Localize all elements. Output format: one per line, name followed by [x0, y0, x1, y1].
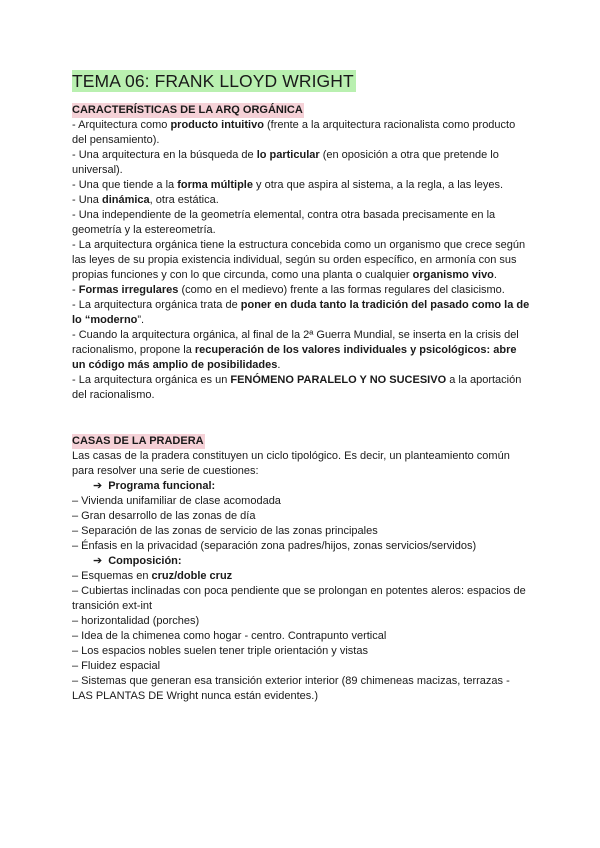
list-item [72, 614, 532, 629]
list-item [72, 569, 532, 584]
list-item: – Énfasis en la privacidad (separación zona padres/hijos, zonas servicios/servidos) [72, 540, 477, 552]
list-item [72, 373, 532, 403]
subheading-label: Composición: [108, 555, 182, 567]
body-text: (en oposición a otra que pretende lo universal). [72, 149, 499, 176]
emphasis-text: FENÓMENO PARALELO Y NO SUCESIVO [230, 374, 447, 386]
list-item [72, 659, 532, 674]
body-text: ”. [137, 314, 145, 326]
emphasis-text: producto intuitivo [170, 119, 264, 131]
body-text: . [277, 359, 281, 371]
body-text: - La arquitectura orgánica trata de [72, 299, 241, 311]
list-item [72, 208, 532, 238]
list-item [72, 584, 532, 614]
body-text: - Una que tiende a la [72, 179, 178, 191]
subheading-composition [93, 554, 532, 569]
list-item [72, 148, 532, 178]
section-heading: CARACTERÍSTICAS DE LA ARQ ORGÁNICA [72, 104, 303, 116]
body-text: – Idea de la chimenea como hogar - centro. Contrapunto vertical [72, 630, 387, 642]
body-text: – Fluidez espacial [72, 660, 161, 672]
arrow-right-icon: ➔ [93, 555, 103, 567]
list-item [72, 298, 532, 328]
list-item: – Separación de las zonas de servicio de las zonas principales [72, 525, 378, 537]
body-text: – Esquemas en [72, 570, 152, 582]
emphasis-text: cruz/doble cruz [151, 570, 233, 582]
list-item [72, 283, 532, 298]
body-text: – horizontalidad (porches) [72, 615, 200, 627]
body-text: - Una independiente de la geometría elemental, contra otra basada precisamente en la geometría y la estereometría. [72, 209, 496, 236]
body-text: - Cuando la arquitectura orgánica, al final de la 2ª Guerra Mundial, se inserta en la crisis del racionalismo, propone la [72, 329, 519, 356]
page-title: TEMA 06: FRANK LLOYD WRIGHT [72, 71, 354, 91]
emphasis-text: organismo vivo [412, 269, 494, 281]
emphasis-text: poner en duda tanto la tradición del pasado como la de lo “moderno [72, 299, 530, 326]
body-text: - [72, 284, 79, 296]
body-text: - Arquitectura como [72, 119, 171, 131]
body-text: a la aportación del racionalismo. [72, 374, 522, 401]
section-heading: CASAS DE LA PRADERA [72, 435, 204, 447]
body-text: – Los espacios nobles suelen tener triple orientación y vistas [72, 645, 368, 657]
list-item [72, 629, 532, 644]
body-text: - La arquitectura orgánica es un [72, 374, 231, 386]
subheading-label: Programa funcional: [108, 480, 216, 492]
list-item [72, 674, 532, 704]
list-item [72, 328, 532, 373]
arrow-right-icon: ➔ [93, 480, 103, 492]
body-text: - Una arquitectura en la búsqueda de [72, 149, 257, 161]
list-item: – Vivienda unifamiliar de clase acomodada [72, 495, 281, 507]
body-text: (frente a la arquitectura racionalista como producto del pensamiento). [72, 119, 516, 146]
functional-program-list [72, 494, 532, 554]
document-content [72, 70, 532, 704]
list-item [72, 644, 532, 659]
list-item [72, 178, 532, 193]
body-text: (como en el medievo) frente a las formas regulares del clasicismo. [178, 284, 505, 296]
list-item [72, 238, 532, 283]
body-text: - La arquitectura orgánica tiene la estructura concebida como un organismo que crece según las leyes de su propia existencia individual, según su orden específico, en armonía con sus propias funciones y con lo que circunda, como una planta o cualquier [72, 239, 526, 281]
section-prairie-houses [72, 431, 532, 704]
emphasis-text: forma múltiple [177, 179, 253, 191]
intro-paragraph: Las casas de la pradera constituyen un ciclo tipológico. Es decir, un planteamiento común para resolver una serie de cuestiones: [72, 450, 510, 477]
emphasis-text: recuperación de los valores individuales y psicológicos: abre un código más amplio de posibilidades [72, 344, 517, 371]
composition-list [72, 569, 532, 704]
body-text: – Sistemas que generan esa transición exterior interior (89 chimeneas macizas, terrazas - LAS PLANTAS DE Wright nunca están evidentes.) [72, 675, 510, 702]
emphasis-text: Formas irregulares [78, 284, 179, 296]
section-organic-architecture [72, 100, 532, 403]
section-spacer [72, 403, 532, 431]
emphasis-text: dinámica [101, 194, 150, 206]
body-text: – Cubiertas inclinadas con poca pendiente que se prolongan en potentes aleros: espacios de transición ext-int [72, 585, 526, 612]
list-item [72, 193, 532, 208]
characteristics-list [72, 118, 532, 403]
list-item [72, 118, 532, 148]
subheading-functional-program [93, 479, 532, 494]
list-item: – Gran desarrollo de las zonas de día [72, 510, 256, 522]
body-text: . [493, 269, 497, 281]
body-text: - Una [72, 194, 102, 206]
body-text: y otra que aspira al sistema, a la regla, a las leyes. [252, 179, 504, 191]
body-text: , otra estática. [149, 194, 219, 206]
emphasis-text: lo particular [256, 149, 320, 161]
